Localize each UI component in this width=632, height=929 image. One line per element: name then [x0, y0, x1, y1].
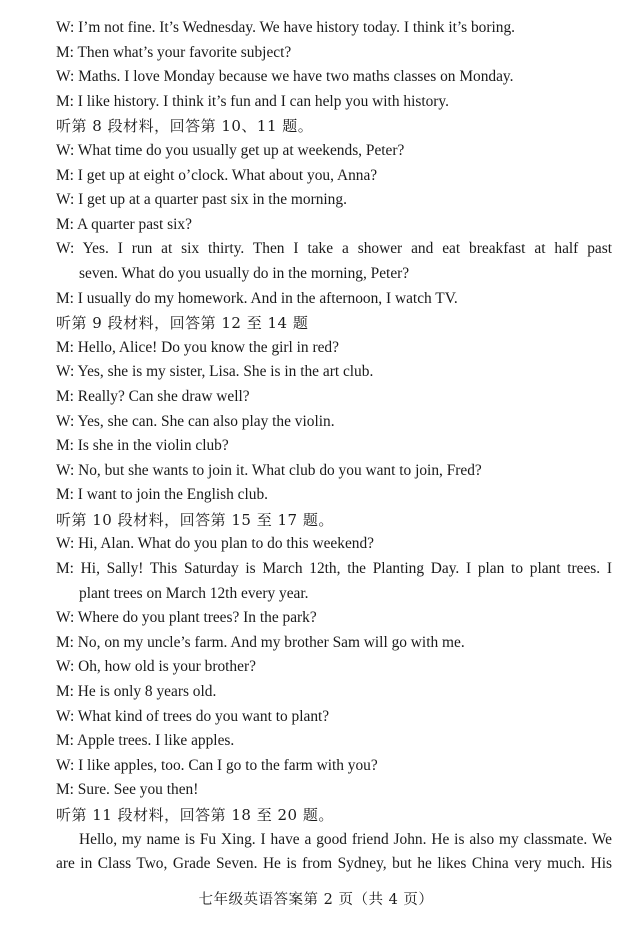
passage-line: are in Class Two, Grade Seven. He is from Sydney, but he likes China very much. His — [56, 855, 612, 873]
dialogue-line: M: Apple trees. I like apples. — [56, 732, 235, 750]
dialogue-line: M: Is she in the violin club? — [56, 437, 229, 455]
section-heading: 听第 10 段材料，回答第 15 至 17 题。 — [56, 510, 334, 529]
dialogue-line: M: Sure. See you then! — [56, 781, 199, 799]
dialogue-line-continuation: plant trees on March 12th every year. — [79, 584, 309, 602]
dialogue-line: W: What kind of trees do you want to plant? — [56, 707, 330, 725]
dialogue-line: W: Where do you plant trees? In the park? — [56, 609, 317, 627]
dialogue-line: W: Maths. I love Monday because we have two maths classes on Monday. — [56, 68, 514, 86]
dialogue-line-continuation: seven. What do you usually do in the morning, Peter? — [79, 264, 410, 282]
section-heading: 听第 8 段材料，回答第 10、11 题。 — [56, 117, 314, 136]
dialogue-line: M: I like history. I think it’s fun and I can help you with history. — [56, 92, 449, 110]
dialogue-line: M: Then what’s your favorite subject? — [56, 43, 292, 61]
dialogue-line: W: No, but she wants to join it. What club do you want to join, Fred? — [56, 461, 482, 479]
page-footer: 七年级英语答案第 2 页（共 4 页） — [198, 892, 434, 908]
section-heading: 听第 11 段材料，回答第 18 至 20 题。 — [56, 806, 334, 824]
dialogue-line: W: Yes. I run at six thirty. Then I take a shower and eat breakfast at half past — [56, 240, 612, 258]
dialogue-line: W: Yes, she is my sister, Lisa. She is in the art club. — [56, 363, 374, 381]
dialogue-line: M: No, on my uncle’s farm. And my brother Sam will go with me. — [56, 633, 465, 651]
dialogue-line: W: I’m not fine. It’s Wednesday. We have history today. I think it’s boring. — [56, 19, 516, 36]
dialogue-line: M: Hello, Alice! Do you know the girl in red? — [56, 338, 339, 356]
dialogue-line: W: I like apples, too. Can I go to the farm with you? — [56, 756, 378, 774]
dialogue-line: M: I want to join the English club. — [56, 486, 269, 504]
dialogue-line: M: He is only 8 years old. — [56, 683, 217, 701]
dialogue-line: W: What time do you usually get up at weekends, Peter? — [56, 141, 405, 159]
dialogue-line: W: Oh, how old is your brother? — [56, 658, 256, 676]
dialogue-line: M: Really? Can she draw well? — [56, 387, 250, 405]
passage-line: Hello, my name is Fu Xing. I have a good friend John. He is also my classmate. We — [79, 830, 612, 848]
dialogue-line: W: I get up at a quarter past six in the morning. — [56, 191, 347, 209]
dialogue-line: M: I get up at eight o’clock. What about you, Anna? — [56, 166, 378, 184]
dialogue-line: M: I usually do my homework. And in the afternoon, I watch TV. — [56, 289, 458, 307]
section-heading: 听第 9 段材料，回答第 12 至 14 题 — [56, 314, 309, 333]
transcript-body — [0, 16, 632, 877]
dialogue-line: W: Yes, she can. She can also play the violin. — [56, 412, 335, 430]
dialogue-line: W: Hi, Alan. What do you plan to do this weekend? — [56, 535, 375, 553]
dialogue-line: M: A quarter past six? — [56, 215, 192, 233]
dialogue-line: M: Hi, Sally! This Saturday is March 12th, the Planting Day. I plan to plant trees. I — [56, 560, 612, 578]
